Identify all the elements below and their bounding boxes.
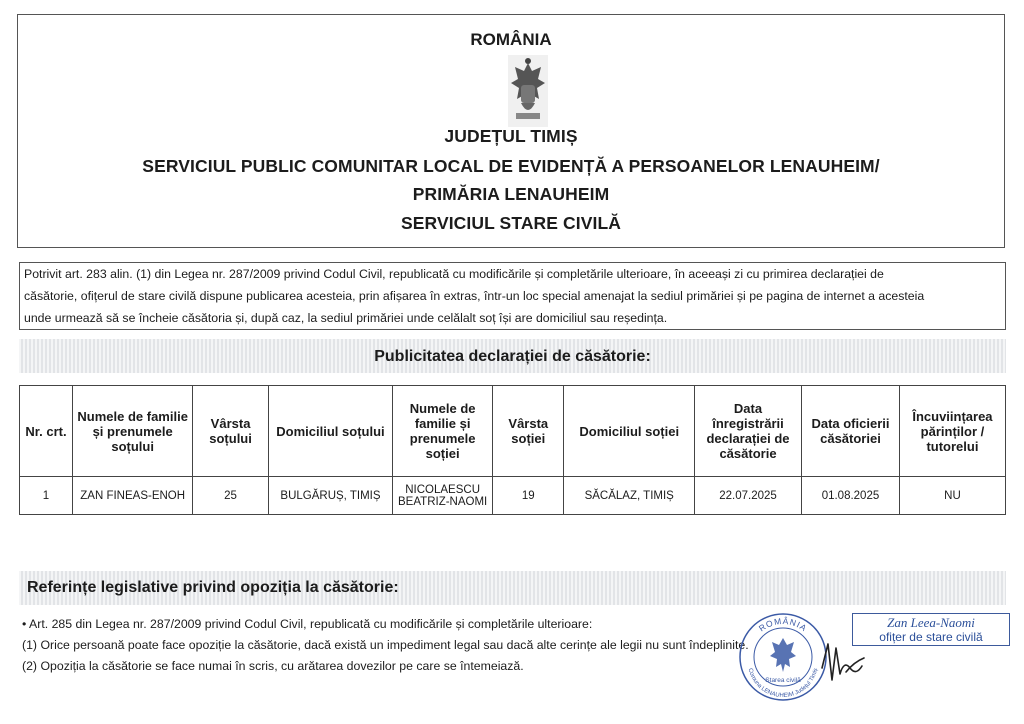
col-header-nr: Nr. crt. bbox=[20, 386, 73, 477]
marriage-declaration-table bbox=[19, 385, 1006, 515]
stamp-top-text: ROMÂNIA bbox=[756, 615, 810, 634]
intro-line-1: Potrivit art. 283 alin. (1) din Legea nr. 287/2009 privind Codul Civil, republicată cu modificările și completările ulterioare, în aceeași zi cu primirea declarației de bbox=[24, 267, 884, 281]
cell-wife-name: NICOLAESCU BEATRIZ-NAOMI bbox=[393, 477, 493, 515]
publication-title: Publicitatea declarației de căsătorie: bbox=[374, 348, 651, 365]
intro-line-3: unde urmează să se încheie căsătoria și, după caz, la sediul primăriei unde celălalt soț își are domiciliul sau reședința. bbox=[24, 311, 668, 325]
reference-article: • Art. 285 din Legea nr. 287/2009 privind Codul Civil, republicată cu modificările și completările ulterioare: bbox=[22, 617, 593, 631]
county-title: JUDEȚUL TIMIȘ bbox=[444, 126, 578, 146]
officer-name: Zan Leea-Naomi bbox=[887, 615, 975, 630]
cell-parental-consent: NU bbox=[899, 477, 1005, 515]
cell-nr: 1 bbox=[20, 477, 73, 515]
cell-registration-date: 22.07.2025 bbox=[694, 477, 801, 515]
country-title: ROMÂNIA bbox=[470, 30, 552, 49]
references-title: Referințe legislative privind opoziția la căsătorie: bbox=[27, 579, 399, 596]
legal-references bbox=[22, 614, 749, 677]
col-header-parental-consent: Încuviințarea părinților / tutorelui bbox=[899, 386, 1005, 477]
table-header-row bbox=[20, 386, 1006, 477]
service-title-line2: PRIMĂRIA LENAUHEIM bbox=[412, 184, 610, 204]
official-stamp-icon bbox=[738, 612, 828, 702]
col-header-wedding-date: Data oficierii căsătoriei bbox=[802, 386, 900, 477]
officer-role: ofițer de stare civilă bbox=[879, 630, 983, 644]
stamp-bottom-text: Comuna LENAUHEIM Județul Timiș bbox=[746, 667, 820, 700]
references-band bbox=[19, 571, 1006, 605]
reference-paragraph-1: (1) Orice persoană poate face opoziție la căsătorie, dacă există un impediment legal sau dacă alte cerințe ale legii nu sunt îndeplinite. bbox=[22, 638, 749, 652]
stamp-center-text: Starea civilă bbox=[765, 677, 801, 684]
col-header-wife-age: Vârsta soției bbox=[493, 386, 564, 477]
cell-wife-age: 19 bbox=[493, 477, 564, 515]
col-header-wife-name: Numele de familie și prenumele soției bbox=[393, 386, 493, 477]
officer-box bbox=[852, 613, 1010, 646]
cell-husband-domicile: BULGĂRUȘ, TIMIȘ bbox=[268, 477, 392, 515]
legal-intro bbox=[19, 262, 1006, 330]
col-header-wife-domicile: Domiciliul soției bbox=[564, 386, 695, 477]
cell-wife-domicile: SĂCĂLAZ, TIMIȘ bbox=[564, 477, 695, 515]
publication-band bbox=[19, 339, 1006, 373]
intro-line-2: căsătorie, ofițerul de stare civilă dispune publicarea acesteia, prin afișarea în extras, într-un loc special amenajat la sediul primăriei și pe pagina de internet a acesteia bbox=[24, 289, 925, 303]
service-title-line3: SERVICIUL STARE CIVILĂ bbox=[400, 213, 621, 233]
table-row bbox=[20, 477, 1006, 515]
col-header-husband-name: Numele de familie și prenumele soțului bbox=[73, 386, 193, 477]
cell-husband-name: ZAN FINEAS-ENOH bbox=[73, 477, 193, 515]
col-header-husband-age: Vârsta soțului bbox=[193, 386, 268, 477]
cell-husband-age: 25 bbox=[193, 477, 268, 515]
col-header-husband-domicile: Domiciliul soțului bbox=[268, 386, 392, 477]
document-header bbox=[17, 14, 1005, 248]
col-header-registration-date: Data înregistrării declarației de căsătorie bbox=[694, 386, 801, 477]
service-title-line1: SERVICIUL PUBLIC COMUNITAR LOCAL DE EVIDENȚĂ A PERSOANELOR LENAUHEIM/ bbox=[142, 156, 880, 176]
coat-of-arms-icon bbox=[508, 55, 548, 127]
cell-wedding-date: 01.08.2025 bbox=[802, 477, 900, 515]
reference-paragraph-2: (2) Opoziția la căsătorie se face numai în scris, cu arătarea dovezilor pe care se întemeiază. bbox=[22, 659, 524, 673]
